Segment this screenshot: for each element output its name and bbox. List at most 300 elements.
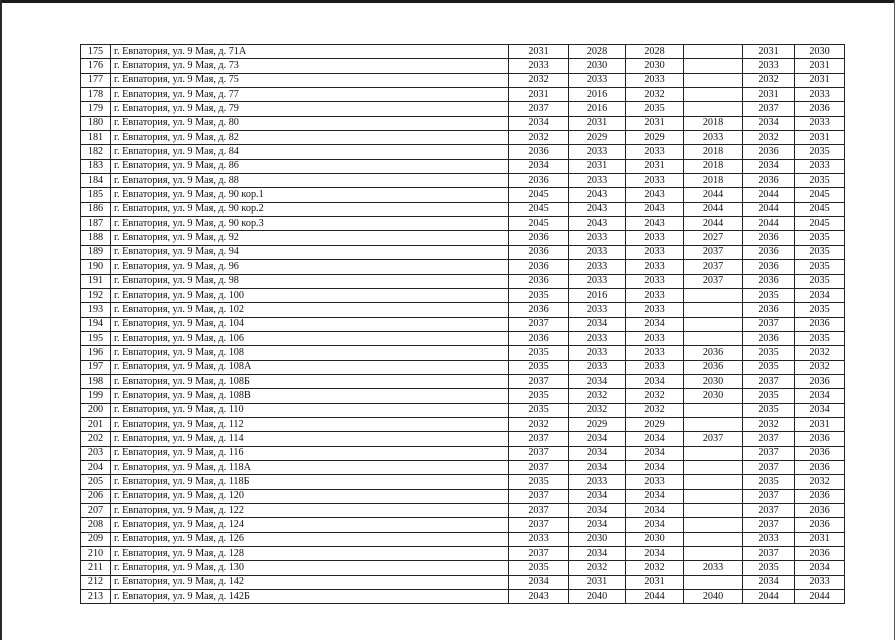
row-number-cell: 213 — [81, 590, 111, 604]
year-cell-4: 2040 — [684, 590, 743, 604]
year-cell-4 — [684, 45, 743, 59]
year-cell-2: 2034 — [569, 489, 626, 503]
address-cell: г. Евпатория, ул. 9 Мая, д. 122 — [111, 504, 509, 518]
year-cell-6: 2033 — [795, 88, 845, 102]
year-cell-3: 2034 — [626, 547, 684, 561]
table-row — [81, 245, 845, 259]
year-cell-2: 2034 — [569, 374, 626, 388]
year-cell-2: 2031 — [569, 159, 626, 173]
row-number-cell: 202 — [81, 432, 111, 446]
year-cell-4: 2037 — [684, 260, 743, 274]
year-cell-2: 2034 — [569, 432, 626, 446]
address-cell: г. Евпатория, ул. 9 Мая, д. 106 — [111, 331, 509, 345]
year-cell-6: 2032 — [795, 475, 845, 489]
year-cell-2: 2040 — [569, 590, 626, 604]
table-row — [81, 460, 845, 474]
address-cell: г. Евпатория, ул. 9 Мая, д. 79 — [111, 102, 509, 116]
year-cell-3: 2034 — [626, 504, 684, 518]
address-cell: г. Евпатория, ул. 9 Мая, д. 118А — [111, 460, 509, 474]
year-cell-1: 2033 — [509, 532, 569, 546]
row-number-cell: 178 — [81, 88, 111, 102]
year-cell-4 — [684, 446, 743, 460]
year-cell-3: 2035 — [626, 102, 684, 116]
row-number-cell: 198 — [81, 374, 111, 388]
year-cell-6: 2035 — [795, 231, 845, 245]
table-row — [81, 159, 845, 173]
address-cell: г. Евпатория, ул. 9 Мая, д. 116 — [111, 446, 509, 460]
year-cell-4: 2033 — [684, 561, 743, 575]
year-cell-4: 2018 — [684, 145, 743, 159]
year-cell-5: 2037 — [743, 518, 795, 532]
year-cell-4: 2030 — [684, 374, 743, 388]
year-cell-6: 2031 — [795, 59, 845, 73]
year-cell-4 — [684, 489, 743, 503]
year-cell-3: 2031 — [626, 116, 684, 130]
year-cell-3: 2033 — [626, 288, 684, 302]
year-cell-1: 2034 — [509, 575, 569, 589]
year-cell-2: 2016 — [569, 102, 626, 116]
row-number-cell: 200 — [81, 403, 111, 417]
year-cell-2: 2033 — [569, 274, 626, 288]
year-cell-1: 2036 — [509, 145, 569, 159]
address-cell: г. Евпатория, ул. 9 Мая, д. 128 — [111, 547, 509, 561]
year-cell-1: 2035 — [509, 288, 569, 302]
year-cell-1: 2035 — [509, 475, 569, 489]
address-cell: г. Евпатория, ул. 9 Мая, д. 100 — [111, 288, 509, 302]
address-cell: г. Евпатория, ул. 9 Мая, д. 104 — [111, 317, 509, 331]
year-cell-4 — [684, 317, 743, 331]
year-cell-5: 2036 — [743, 231, 795, 245]
table-row — [81, 217, 845, 231]
year-cell-6: 2036 — [795, 317, 845, 331]
address-cell: г. Евпатория, ул. 9 Мая, д. 102 — [111, 303, 509, 317]
year-cell-4: 2018 — [684, 116, 743, 130]
year-cell-6: 2032 — [795, 346, 845, 360]
year-cell-6: 2031 — [795, 417, 845, 431]
year-cell-4 — [684, 102, 743, 116]
row-number-cell: 196 — [81, 346, 111, 360]
year-cell-6: 2034 — [795, 389, 845, 403]
table-row — [81, 346, 845, 360]
table-row — [81, 403, 845, 417]
address-cell: г. Евпатория, ул. 9 Мая, д. 80 — [111, 116, 509, 130]
year-cell-4: 2033 — [684, 131, 743, 145]
year-cell-6: 2033 — [795, 159, 845, 173]
row-number-cell: 206 — [81, 489, 111, 503]
table-row — [81, 202, 845, 216]
year-cell-6: 2036 — [795, 446, 845, 460]
year-cell-5: 2035 — [743, 346, 795, 360]
address-cell: г. Евпатория, ул. 9 Мая, д. 90 кор.3 — [111, 217, 509, 231]
year-cell-3: 2043 — [626, 188, 684, 202]
year-cell-6: 2036 — [795, 102, 845, 116]
year-cell-3: 2033 — [626, 360, 684, 374]
year-cell-5: 2036 — [743, 174, 795, 188]
year-cell-2: 2031 — [569, 575, 626, 589]
year-cell-3: 2032 — [626, 389, 684, 403]
year-cell-3: 2044 — [626, 590, 684, 604]
address-cell: г. Евпатория, ул. 9 Мая, д. 96 — [111, 260, 509, 274]
year-cell-4 — [684, 504, 743, 518]
table-row — [81, 489, 845, 503]
address-cell: г. Евпатория, ул. 9 Мая, д. 108 — [111, 346, 509, 360]
year-cell-5: 2037 — [743, 432, 795, 446]
address-cell: г. Евпатория, ул. 9 Мая, д. 86 — [111, 159, 509, 173]
year-cell-1: 2035 — [509, 389, 569, 403]
year-cell-4: 2044 — [684, 202, 743, 216]
year-cell-1: 2037 — [509, 547, 569, 561]
year-cell-5: 2044 — [743, 188, 795, 202]
year-cell-2: 2034 — [569, 504, 626, 518]
year-cell-4: 2037 — [684, 432, 743, 446]
year-cell-3: 2034 — [626, 446, 684, 460]
year-cell-5: 2035 — [743, 360, 795, 374]
year-cell-3: 2030 — [626, 532, 684, 546]
table-row — [81, 374, 845, 388]
row-number-cell: 211 — [81, 561, 111, 575]
row-number-cell: 195 — [81, 331, 111, 345]
address-cell: г. Евпатория, ул. 9 Мая, д. 108В — [111, 389, 509, 403]
year-cell-2: 2029 — [569, 417, 626, 431]
year-cell-6: 2036 — [795, 374, 845, 388]
year-cell-1: 2045 — [509, 202, 569, 216]
table-row — [81, 590, 845, 604]
year-cell-1: 2045 — [509, 217, 569, 231]
table-row — [81, 432, 845, 446]
year-cell-2: 2033 — [569, 231, 626, 245]
year-cell-6: 2030 — [795, 45, 845, 59]
year-cell-1: 2034 — [509, 159, 569, 173]
address-cell: г. Евпатория, ул. 9 Мая, д. 142Б — [111, 590, 509, 604]
year-cell-5: 2034 — [743, 159, 795, 173]
year-cell-4 — [684, 460, 743, 474]
year-cell-3: 2031 — [626, 575, 684, 589]
year-cell-1: 2037 — [509, 446, 569, 460]
year-cell-1: 2036 — [509, 245, 569, 259]
year-cell-4: 2030 — [684, 389, 743, 403]
year-cell-5: 2036 — [743, 260, 795, 274]
year-cell-6: 2035 — [795, 245, 845, 259]
table-row — [81, 174, 845, 188]
year-cell-3: 2034 — [626, 374, 684, 388]
year-cell-3: 2032 — [626, 403, 684, 417]
row-number-cell: 209 — [81, 532, 111, 546]
year-cell-5: 2036 — [743, 145, 795, 159]
year-cell-1: 2037 — [509, 489, 569, 503]
year-cell-1: 2036 — [509, 331, 569, 345]
year-cell-1: 2036 — [509, 174, 569, 188]
table-row — [81, 288, 845, 302]
year-cell-6: 2036 — [795, 504, 845, 518]
address-cell: г. Евпатория, ул. 9 Мая, д. 124 — [111, 518, 509, 532]
year-cell-2: 2033 — [569, 360, 626, 374]
year-cell-6: 2035 — [795, 260, 845, 274]
table-row — [81, 417, 845, 431]
year-cell-2: 2033 — [569, 475, 626, 489]
year-cell-1: 2035 — [509, 403, 569, 417]
address-cell: г. Евпатория, ул. 9 Мая, д. 112 — [111, 417, 509, 431]
year-cell-4: 2037 — [684, 245, 743, 259]
year-cell-1: 2037 — [509, 460, 569, 474]
year-cell-2: 2034 — [569, 317, 626, 331]
row-number-cell: 204 — [81, 460, 111, 474]
year-cell-1: 2036 — [509, 274, 569, 288]
address-cell: г. Евпатория, ул. 9 Мая, д. 120 — [111, 489, 509, 503]
year-cell-6: 2034 — [795, 403, 845, 417]
row-number-cell: 177 — [81, 73, 111, 87]
year-cell-6: 2045 — [795, 202, 845, 216]
year-cell-2: 2033 — [569, 73, 626, 87]
year-cell-4 — [684, 73, 743, 87]
year-cell-2: 2029 — [569, 131, 626, 145]
year-cell-2: 2043 — [569, 217, 626, 231]
year-cell-2: 2034 — [569, 446, 626, 460]
table-body — [81, 45, 845, 604]
year-cell-6: 2031 — [795, 131, 845, 145]
table-row — [81, 389, 845, 403]
year-cell-3: 2034 — [626, 432, 684, 446]
year-cell-5: 2032 — [743, 417, 795, 431]
year-cell-2: 2032 — [569, 561, 626, 575]
year-cell-5: 2031 — [743, 45, 795, 59]
year-cell-6: 2045 — [795, 188, 845, 202]
year-cell-1: 2045 — [509, 188, 569, 202]
scan-top-edge — [0, 0, 895, 3]
year-cell-5: 2037 — [743, 547, 795, 561]
table-row — [81, 561, 845, 575]
year-cell-3: 2033 — [626, 231, 684, 245]
year-cell-3: 2032 — [626, 561, 684, 575]
table-row — [81, 131, 845, 145]
address-cell: г. Евпатория, ул. 9 Мая, д. 82 — [111, 131, 509, 145]
row-number-cell: 207 — [81, 504, 111, 518]
year-cell-6: 2033 — [795, 116, 845, 130]
year-cell-6: 2033 — [795, 575, 845, 589]
table-row — [81, 73, 845, 87]
year-cell-1: 2032 — [509, 131, 569, 145]
year-cell-1: 2032 — [509, 73, 569, 87]
year-cell-4: 2044 — [684, 188, 743, 202]
table-row — [81, 260, 845, 274]
year-cell-5: 2035 — [743, 288, 795, 302]
row-number-cell: 192 — [81, 288, 111, 302]
year-cell-3: 2043 — [626, 217, 684, 231]
address-cell: г. Евпатория, ул. 9 Мая, д. 90 кор.2 — [111, 202, 509, 216]
year-cell-1: 2035 — [509, 561, 569, 575]
year-cell-5: 2035 — [743, 561, 795, 575]
address-cell: г. Евпатория, ул. 9 Мая, д. 71А — [111, 45, 509, 59]
year-cell-4: 2027 — [684, 231, 743, 245]
table-row — [81, 532, 845, 546]
year-cell-1: 2037 — [509, 518, 569, 532]
table-row — [81, 518, 845, 532]
year-cell-2: 2030 — [569, 59, 626, 73]
row-number-cell: 212 — [81, 575, 111, 589]
year-cell-5: 2035 — [743, 475, 795, 489]
year-cell-2: 2016 — [569, 288, 626, 302]
year-cell-1: 2032 — [509, 417, 569, 431]
table-row — [81, 145, 845, 159]
year-cell-4 — [684, 547, 743, 561]
year-cell-1: 2037 — [509, 102, 569, 116]
year-cell-1: 2036 — [509, 303, 569, 317]
table-row — [81, 116, 845, 130]
table-row — [81, 59, 845, 73]
year-cell-1: 2037 — [509, 432, 569, 446]
row-number-cell: 208 — [81, 518, 111, 532]
year-cell-5: 2036 — [743, 274, 795, 288]
year-cell-5: 2035 — [743, 389, 795, 403]
year-cell-5: 2035 — [743, 403, 795, 417]
year-cell-5: 2044 — [743, 202, 795, 216]
year-cell-5: 2037 — [743, 446, 795, 460]
year-cell-3: 2033 — [626, 174, 684, 188]
year-cell-1: 2037 — [509, 317, 569, 331]
year-cell-2: 2033 — [569, 174, 626, 188]
table-row — [81, 575, 845, 589]
row-number-cell: 191 — [81, 274, 111, 288]
year-cell-3: 2034 — [626, 317, 684, 331]
year-cell-4 — [684, 331, 743, 345]
year-cell-3: 2033 — [626, 145, 684, 159]
year-cell-4: 2018 — [684, 159, 743, 173]
row-number-cell: 210 — [81, 547, 111, 561]
table-row — [81, 317, 845, 331]
year-cell-1: 2031 — [509, 45, 569, 59]
year-cell-6: 2035 — [795, 174, 845, 188]
year-cell-1: 2033 — [509, 59, 569, 73]
year-cell-6: 2036 — [795, 489, 845, 503]
year-cell-6: 2045 — [795, 217, 845, 231]
year-cell-2: 2034 — [569, 518, 626, 532]
year-cell-1: 2036 — [509, 260, 569, 274]
row-number-cell: 184 — [81, 174, 111, 188]
table-row — [81, 274, 845, 288]
year-cell-6: 2034 — [795, 288, 845, 302]
table-row — [81, 303, 845, 317]
address-cell: г. Евпатория, ул. 9 Мая, д. 108А — [111, 360, 509, 374]
address-cell: г. Евпатория, ул. 9 Мая, д. 108Б — [111, 374, 509, 388]
row-number-cell: 197 — [81, 360, 111, 374]
year-cell-3: 2032 — [626, 88, 684, 102]
year-cell-6: 2035 — [795, 303, 845, 317]
year-cell-1: 2035 — [509, 346, 569, 360]
year-cell-5: 2034 — [743, 116, 795, 130]
year-cell-3: 2029 — [626, 131, 684, 145]
year-cell-5: 2037 — [743, 489, 795, 503]
row-number-cell: 201 — [81, 417, 111, 431]
year-cell-4 — [684, 288, 743, 302]
year-cell-3: 2043 — [626, 202, 684, 216]
row-number-cell: 181 — [81, 131, 111, 145]
year-cell-2: 2031 — [569, 116, 626, 130]
year-cell-4 — [684, 532, 743, 546]
address-cell: г. Евпатория, ул. 9 Мая, д. 94 — [111, 245, 509, 259]
year-cell-5: 2044 — [743, 217, 795, 231]
row-number-cell: 175 — [81, 45, 111, 59]
year-cell-6: 2044 — [795, 590, 845, 604]
year-cell-2: 2034 — [569, 460, 626, 474]
year-cell-2: 2028 — [569, 45, 626, 59]
table-row — [81, 547, 845, 561]
address-cell: г. Евпатория, ул. 9 Мая, д. 77 — [111, 88, 509, 102]
scan-left-edge — [0, 0, 2, 640]
year-cell-6: 2035 — [795, 331, 845, 345]
address-cell: г. Евпатория, ул. 9 Мая, д. 98 — [111, 274, 509, 288]
year-cell-5: 2032 — [743, 73, 795, 87]
year-cell-6: 2036 — [795, 518, 845, 532]
table-row — [81, 102, 845, 116]
row-number-cell: 179 — [81, 102, 111, 116]
address-cell: г. Евпатория, ул. 9 Мая, д. 88 — [111, 174, 509, 188]
year-cell-6: 2031 — [795, 73, 845, 87]
address-cell: г. Евпатория, ул. 9 Мая, д. 126 — [111, 532, 509, 546]
table-row — [81, 446, 845, 460]
year-cell-3: 2033 — [626, 475, 684, 489]
address-cell: г. Евпатория, ул. 9 Мая, д. 92 — [111, 231, 509, 245]
row-number-cell: 199 — [81, 389, 111, 403]
year-cell-3: 2029 — [626, 417, 684, 431]
year-cell-1: 2035 — [509, 360, 569, 374]
year-cell-5: 2036 — [743, 331, 795, 345]
year-cell-4 — [684, 417, 743, 431]
row-number-cell: 186 — [81, 202, 111, 216]
table-row — [81, 188, 845, 202]
year-cell-6: 2032 — [795, 360, 845, 374]
year-cell-1: 2034 — [509, 116, 569, 130]
row-number-cell: 187 — [81, 217, 111, 231]
row-number-cell: 203 — [81, 446, 111, 460]
address-cell: г. Евпатория, ул. 9 Мая, д. 130 — [111, 561, 509, 575]
year-cell-4: 2037 — [684, 274, 743, 288]
year-cell-4 — [684, 575, 743, 589]
year-cell-4 — [684, 518, 743, 532]
table-row — [81, 475, 845, 489]
year-cell-6: 2035 — [795, 274, 845, 288]
row-number-cell: 205 — [81, 475, 111, 489]
year-cell-2: 2033 — [569, 245, 626, 259]
year-cell-5: 2037 — [743, 460, 795, 474]
table-row — [81, 360, 845, 374]
year-cell-3: 2033 — [626, 331, 684, 345]
year-cell-3: 2030 — [626, 59, 684, 73]
year-cell-1: 2037 — [509, 504, 569, 518]
year-cell-6: 2036 — [795, 432, 845, 446]
year-cell-2: 2016 — [569, 88, 626, 102]
row-number-cell: 182 — [81, 145, 111, 159]
year-cell-4: 2044 — [684, 217, 743, 231]
year-cell-4: 2018 — [684, 174, 743, 188]
year-cell-3: 2033 — [626, 274, 684, 288]
year-cell-6: 2031 — [795, 532, 845, 546]
address-cell: г. Евпатория, ул. 9 Мая, д. 142 — [111, 575, 509, 589]
year-cell-5: 2037 — [743, 317, 795, 331]
year-cell-2: 2033 — [569, 145, 626, 159]
year-cell-2: 2043 — [569, 188, 626, 202]
year-cell-2: 2043 — [569, 202, 626, 216]
address-cell: г. Евпатория, ул. 9 Мая, д. 75 — [111, 73, 509, 87]
year-cell-3: 2033 — [626, 260, 684, 274]
row-number-cell: 188 — [81, 231, 111, 245]
year-cell-5: 2037 — [743, 504, 795, 518]
address-cell: г. Евпатория, ул. 9 Мая, д. 118Б — [111, 475, 509, 489]
year-cell-5: 2032 — [743, 131, 795, 145]
year-cell-3: 2033 — [626, 245, 684, 259]
year-cell-5: 2037 — [743, 102, 795, 116]
row-number-cell: 176 — [81, 59, 111, 73]
year-cell-5: 2033 — [743, 59, 795, 73]
year-cell-6: 2035 — [795, 145, 845, 159]
